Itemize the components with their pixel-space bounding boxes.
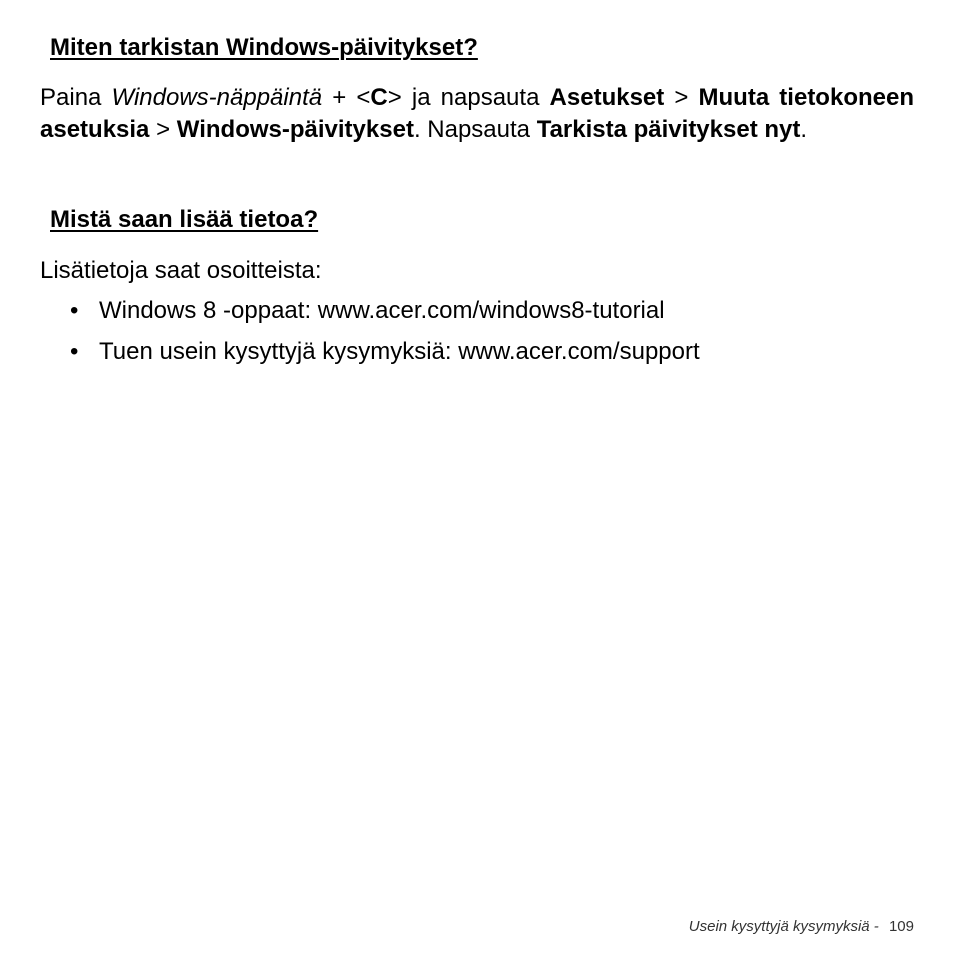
text-run-bold: Tarkista päivitykset nyt xyxy=(536,116,801,143)
text-run-bold: C xyxy=(370,84,388,111)
paragraph-more-info-intro: Lisätietoja saat osoitteista: xyxy=(40,257,322,284)
text-run: . xyxy=(800,116,808,143)
text-run: > ja napsauta xyxy=(387,84,550,111)
text-run: > xyxy=(149,116,177,143)
list-item-text: Tuen usein kysyttyjä kysymyksiä: www.acer.com/support xyxy=(99,338,700,365)
text-run: + < xyxy=(322,84,371,111)
text-run-bold: Asetukset xyxy=(549,84,665,111)
page-footer xyxy=(689,918,914,935)
text-run: . Napsauta xyxy=(413,116,537,143)
list-item-text: Windows 8 -oppaat: www.acer.com/windows8-tutorial xyxy=(99,297,665,324)
bullet-icon: • xyxy=(70,297,79,324)
paragraph-update-instructions xyxy=(40,82,914,146)
footer-section-title: Usein kysyttyjä kysymyksiä - xyxy=(688,918,883,935)
section-heading-more-info: Mistä saan lisää tietoa? xyxy=(50,206,319,233)
section-heading-windows-updates: Miten tarkistan Windows-päivitykset? xyxy=(50,34,478,61)
bullet-icon: • xyxy=(70,338,79,365)
text-run: > xyxy=(664,84,699,111)
list-item xyxy=(40,295,914,327)
text-run-bold: Windows-päivitykset xyxy=(176,116,414,143)
text-run: Paina xyxy=(40,84,112,111)
text-run-bold: Muuta tietokoneen asetuksia xyxy=(40,84,914,143)
list-item xyxy=(40,336,914,368)
resource-list xyxy=(40,295,914,377)
text-run-italic: Windows-näppäintä xyxy=(111,84,323,111)
page-number: 109 xyxy=(888,918,914,935)
